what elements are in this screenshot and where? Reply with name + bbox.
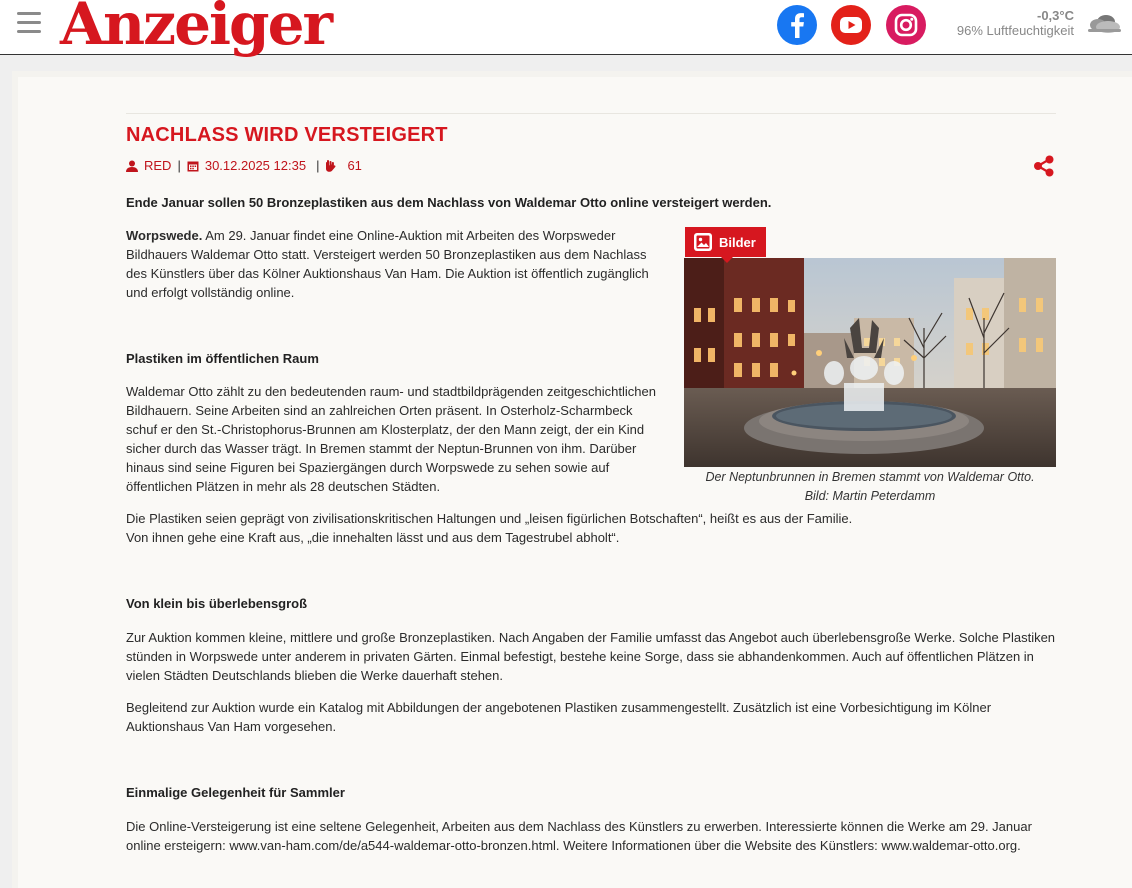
section-heading-1: Plastiken im öffentlichen Raum [126, 351, 319, 366]
article-lead: Ende Januar sollen 50 Bronzeplastiken aus dem Nachlass von Waldemar Otto online versteigert werden. [126, 195, 772, 210]
article-header [126, 113, 1056, 147]
image-gallery-button[interactable] [685, 227, 766, 257]
article-date: 30.12.2025 12:35 [204, 158, 307, 173]
weather-widget [957, 8, 1074, 38]
article-dateline: Worpswede. [126, 228, 203, 243]
cloudy-weather-icon [1086, 10, 1122, 36]
weather-temperature: -0,3°C [1037, 8, 1074, 23]
article-author[interactable]: RED [144, 158, 172, 173]
image-gallery-label: Bilder [719, 234, 756, 250]
instagram-icon[interactable] [886, 5, 926, 45]
clap-icon [325, 159, 337, 172]
image-credit: Bild: Martin Peterdamm [804, 489, 936, 503]
author-icon [126, 160, 138, 172]
article-paragraph-2: Waldemar Otto zählt zu den bedeutenden raum- und stadtbildprägenden zeitgeschichtlichen Bildhauern. Seine Arbeiten sind an zahlreichen Orten präsent. In Osterholz-Scharmbeck schuf er den St.-Christophorus-Brunnen am Klosterplatz, der den Mann zeigt, der ein Kind sicher durch das Wasser trägt. In Bremen stammt der Neptun-Brunnen von ihm. Darüber hinaus sind seine Figuren bei Spaziergängen durch Worpswede zu sehen sowie auf öffentlichen Plätzen in mehr als 28 deutschen Städten. [126, 384, 656, 494]
menu-icon[interactable] [17, 12, 41, 34]
calendar-icon [187, 160, 199, 172]
clap-count[interactable]: 61 [347, 158, 362, 173]
article-paragraph-1-text: Am 29. Januar findet eine Online-Auktion mit Arbeiten des Worpsweder Bildhauers Waldemar Otto statt. Versteigert werden 50 Bronzeplastiken aus dem Nachlass des Künstlers über das Kölner Auktionshaus Van Ham. Die Auktion ist öffentlich zugänglich und erfolgt vollständig online. [126, 228, 649, 300]
gallery-icon [693, 232, 713, 252]
image-caption [684, 468, 1056, 506]
article-paragraph-4: Zur Auktion kommen kleine, mittlere und große Bronzeplastiken. Nach Angaben der Familie umfasst das Angebot auch überlebensgroße Werke. Solche Plastiken stünden in Worpswede unter anderem in privaten Gärten. Einmal befestigt, bestehe keine Sorge, dass sie abhandenkommen. Auch auf öffentlichen Plätzen in vielen Städten Deutschlands blieben die Werke dauerhaft stehen. [126, 630, 1056, 683]
share-icon[interactable] [1033, 155, 1055, 177]
article-image[interactable] [684, 258, 1056, 467]
top-bar [0, 0, 1132, 58]
weather-humidity: 96% Luftfeuchtigkeit [956, 23, 1074, 38]
section-heading-3: Einmalige Gelegenheit für Sammler [126, 785, 345, 800]
article-paragraph-5: Begleitend zur Auktion wurde ein Katalog mit Abbildungen der angebotenen Plastiken zusammengestellt. Zusätzlich ist eine Vorbesichtigung im Kölner Auktionshaus Van Ham vorgesehen. [126, 700, 992, 734]
article-paragraph-3: Die Plastiken seien geprägt von zivilisationskritischen Haltungen und „leisen figürlichen Botschaften“, heißt es aus der Familie. Von ihnen gehe eine Kraft aus, „die innehalten lässt und aus dem Tagestrubel abholt“. [126, 511, 853, 545]
image-caption-text: Der Neptunbrunnen in Bremen stammt von Waldemar Otto. [705, 470, 1035, 484]
facebook-icon[interactable] [777, 5, 817, 45]
article-title: NACHLASS WIRD VERSTEIGERT [126, 124, 448, 146]
section-heading-2: Von klein bis überlebensgroß [126, 596, 308, 611]
article-meta: RED | 30.12.2025 12:35 | 61 [126, 158, 362, 173]
fountain-photo [684, 258, 1056, 467]
article-paragraph-1 [126, 226, 666, 302]
article-paragraph-6: Die Online-Versteigerung ist eine seltene Gelegenheit, Arbeiten aus dem Nachlass des Künstlers zu erwerben. Interessierte können die Werke am 29. Januar online ersteigern: www.van-ham.com/de/a544-waldemar-otto-bronzen.html. Weitere Informationen über die Website des Künstlers: www.waldemar-otto.org. [126, 819, 1032, 853]
youtube-icon[interactable] [831, 5, 871, 45]
site-logo[interactable]: Anzeiger [60, 0, 332, 58]
